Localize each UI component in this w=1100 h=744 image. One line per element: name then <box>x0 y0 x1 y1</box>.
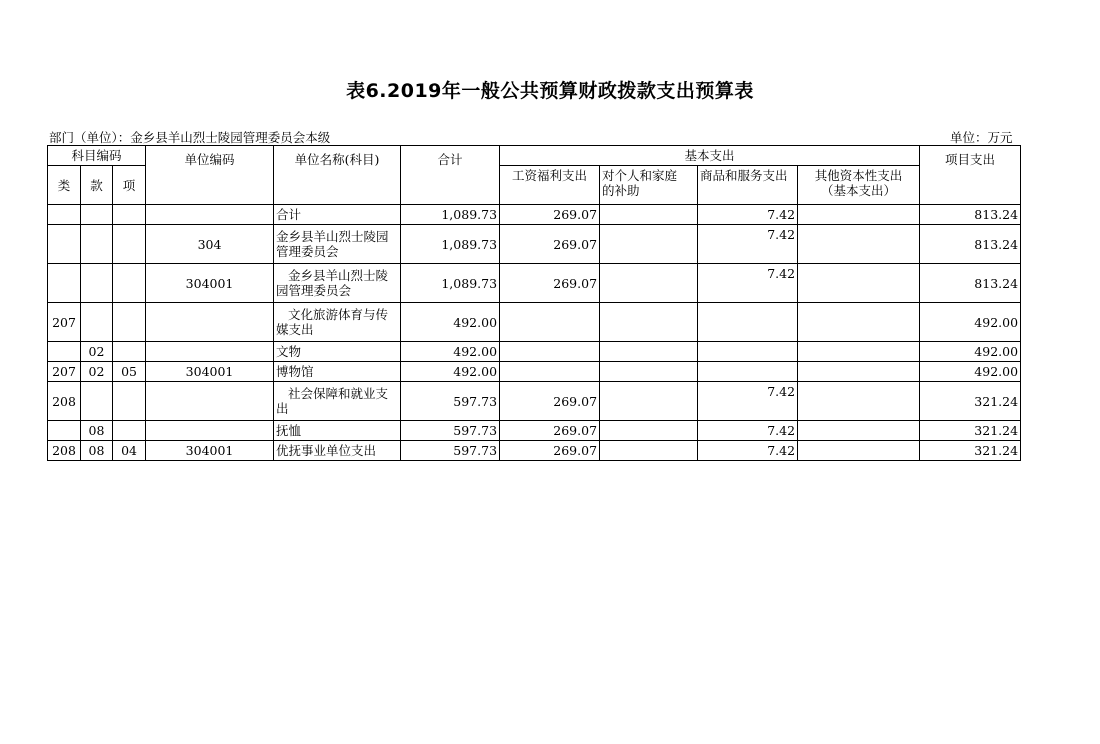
cell-lei: 207 <box>48 303 81 342</box>
table-row <box>48 264 1021 303</box>
cell-unit-code <box>146 303 274 342</box>
cell-total: 597.73 <box>401 421 500 441</box>
cell-xiang <box>113 421 146 441</box>
cell-kuan: 08 <box>81 441 113 461</box>
cell-kuan <box>81 225 113 264</box>
cell-total: 492.00 <box>401 362 500 382</box>
table-row <box>48 421 1021 441</box>
cell-other <box>798 225 920 264</box>
cell-xiang <box>113 382 146 421</box>
cell-salary: 269.07 <box>500 205 600 225</box>
cell-unit-code <box>146 421 274 441</box>
header-basic-expenditure: 基本支出 <box>500 146 920 166</box>
cell-unit-name: 金乡县羊山烈士陵园管理委员会 <box>274 264 401 303</box>
cell-total: 1,089.73 <box>401 205 500 225</box>
cell-goods: 7.42 <box>698 225 798 264</box>
cell-unit-name: 优抚事业单位支出 <box>274 441 401 461</box>
cell-unit-name: 文化旅游体育与传媒支出 <box>274 303 401 342</box>
header-subject-code: 科目编码 <box>48 146 146 166</box>
cell-lei <box>48 421 81 441</box>
cell-other <box>798 441 920 461</box>
cell-project: 321.24 <box>920 382 1021 421</box>
cell-salary: 269.07 <box>500 225 600 264</box>
cell-salary <box>500 342 600 362</box>
cell-unit-code: 304 <box>146 225 274 264</box>
header-salary: 工资福利支出 <box>500 166 600 205</box>
cell-kuan: 02 <box>81 342 113 362</box>
cell-total: 492.00 <box>401 303 500 342</box>
cell-project: 321.24 <box>920 421 1021 441</box>
cell-personal <box>600 362 698 382</box>
cell-unit-name: 抚恤 <box>274 421 401 441</box>
header-total: 合计 <box>401 146 500 205</box>
header-unit-name: 单位名称(科目) <box>274 146 401 205</box>
cell-salary: 269.07 <box>500 421 600 441</box>
cell-unit-name: 合计 <box>274 205 401 225</box>
cell-lei <box>48 342 81 362</box>
cell-xiang <box>113 264 146 303</box>
cell-kuan <box>81 303 113 342</box>
cell-unit-code: 304001 <box>146 362 274 382</box>
cell-xiang <box>113 342 146 362</box>
cell-personal <box>600 205 698 225</box>
cell-project: 321.24 <box>920 441 1021 461</box>
header-other-line1: 其他资本性支出 <box>814 168 903 183</box>
cell-salary: 269.07 <box>500 264 600 303</box>
cell-other <box>798 205 920 225</box>
cell-salary: 269.07 <box>500 441 600 461</box>
cell-goods <box>698 362 798 382</box>
table-row <box>48 342 1021 362</box>
header-project-expenditure: 项目支出 <box>920 146 1021 205</box>
cell-unit-name: 金乡县羊山烈士陵园管理委员会 <box>274 225 401 264</box>
department-label: 部门（单位）：金乡县羊山烈士陵园管理委员会本级 <box>49 130 331 145</box>
cell-xiang <box>113 225 146 264</box>
cell-lei <box>48 264 81 303</box>
cell-unit-name: 社会保障和就业支出 <box>274 382 401 421</box>
cell-unit-code <box>146 342 274 362</box>
cell-total: 1,089.73 <box>401 225 500 264</box>
cell-other <box>798 303 920 342</box>
header-row-1 <box>48 146 1021 166</box>
budget-table <box>47 145 1021 461</box>
table-row <box>48 225 1021 264</box>
header-lei: 类 <box>48 166 81 205</box>
cell-total: 1,089.73 <box>401 264 500 303</box>
cell-personal <box>600 303 698 342</box>
table-row <box>48 303 1021 342</box>
cell-kuan <box>81 382 113 421</box>
cell-total: 492.00 <box>401 342 500 362</box>
cell-kuan <box>81 264 113 303</box>
cell-goods: 7.42 <box>698 421 798 441</box>
cell-salary <box>500 303 600 342</box>
cell-goods: 7.42 <box>698 264 798 303</box>
cell-other <box>798 382 920 421</box>
cell-kuan: 08 <box>81 421 113 441</box>
cell-project: 813.24 <box>920 264 1021 303</box>
cell-lei <box>48 225 81 264</box>
cell-xiang <box>113 303 146 342</box>
cell-lei: 208 <box>48 382 81 421</box>
cell-project: 813.24 <box>920 205 1021 225</box>
cell-unit-code <box>146 205 274 225</box>
cell-personal <box>600 382 698 421</box>
cell-other <box>798 362 920 382</box>
page-title: 表6.2019年一般公共预算财政拨款支出预算表 <box>346 80 754 102</box>
table-row <box>48 441 1021 461</box>
header-personal-line1: 对个人和家庭 <box>602 168 678 183</box>
cell-other <box>798 342 920 362</box>
cell-goods: 7.42 <box>698 205 798 225</box>
header-kuan: 款 <box>81 166 113 205</box>
table-row <box>48 205 1021 225</box>
table-row <box>48 362 1021 382</box>
cell-other <box>798 264 920 303</box>
cell-project: 492.00 <box>920 342 1021 362</box>
cell-unit-name: 博物馆 <box>274 362 401 382</box>
cell-xiang: 05 <box>113 362 146 382</box>
cell-total: 597.73 <box>401 382 500 421</box>
table-row <box>48 382 1021 421</box>
cell-personal <box>600 342 698 362</box>
cell-project: 492.00 <box>920 303 1021 342</box>
cell-kuan <box>81 205 113 225</box>
cell-total: 597.73 <box>401 441 500 461</box>
cell-xiang <box>113 205 146 225</box>
cell-lei: 208 <box>48 441 81 461</box>
cell-unit-code: 304001 <box>146 441 274 461</box>
cell-project: 492.00 <box>920 362 1021 382</box>
cell-other <box>798 421 920 441</box>
header-other-capital <box>798 166 920 205</box>
unit-label: 单位：万元 <box>950 130 1013 145</box>
cell-goods: 7.42 <box>698 441 798 461</box>
cell-unit-name: 文物 <box>274 342 401 362</box>
cell-salary: 269.07 <box>500 382 600 421</box>
cell-xiang: 04 <box>113 441 146 461</box>
cell-unit-code <box>146 382 274 421</box>
header-personal-line2: 的补助 <box>602 183 640 198</box>
cell-personal <box>600 441 698 461</box>
cell-salary <box>500 362 600 382</box>
cell-goods: 7.42 <box>698 382 798 421</box>
cell-lei <box>48 205 81 225</box>
header-personal <box>600 166 698 205</box>
header-unit-code: 单位编码 <box>146 146 274 205</box>
header-goods: 商品和服务支出 <box>698 166 798 205</box>
cell-lei: 207 <box>48 362 81 382</box>
header-other-line2: （基本支出） <box>821 183 897 198</box>
cell-personal <box>600 421 698 441</box>
cell-project: 813.24 <box>920 225 1021 264</box>
cell-personal <box>600 225 698 264</box>
cell-goods <box>698 342 798 362</box>
cell-goods <box>698 303 798 342</box>
cell-unit-code: 304001 <box>146 264 274 303</box>
cell-personal <box>600 264 698 303</box>
header-xiang: 项 <box>113 166 146 205</box>
cell-kuan: 02 <box>81 362 113 382</box>
